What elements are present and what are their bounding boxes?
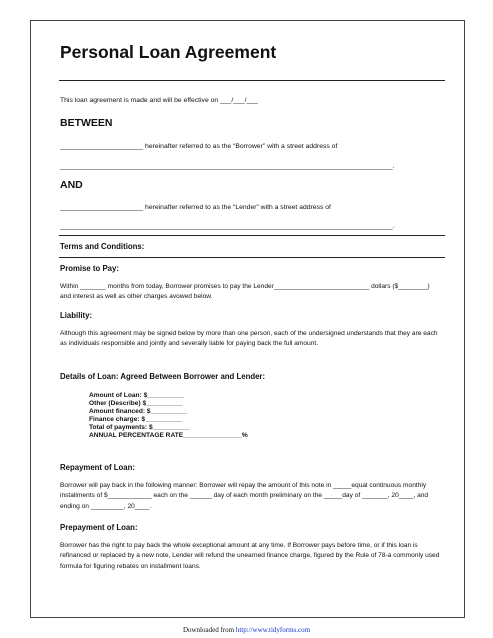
- prepayment-heading: Prepayment of Loan:: [60, 523, 138, 532]
- footer-prefix: Downloaded from: [182, 626, 235, 634]
- liability-text: Although this agreement may be signed below by more than one person, each of the undersigned understands that they are each as individuals responsible and jointly and severally liable for paying back the full amount.: [60, 330, 438, 348]
- loan-detail-financed: Amount financed: $__________: [89, 408, 188, 416]
- repayment-text: Borrower will pay back in the following manner: Borrower will repay the amount of this note in _____equal continuous monthly installments of $____________ each on the ______ day of each month preliminary on the _____day of _______, 20____, and ending on _________, 20____.: [60, 482, 429, 510]
- intro-text: This loan agreement is made and will be effective on ___/___/___: [60, 97, 258, 104]
- lender-address-line: ________________________________________________________________________________________.: [60, 223, 395, 230]
- loan-detail-finance-charge: Finance charge: $__________: [89, 416, 182, 424]
- document-page: [30, 20, 465, 618]
- loan-detail-apr: ANNUAL PERCENTAGE RATE________________%: [89, 432, 248, 440]
- prepayment-text: Borrower has the right to pay back the whole exceptional amount at any time. If Borrower pays before time, or if this loan is refinanced or replaced by a new note, Lender will refund the unearned finance charge, figured by the Rule of 78-a commonly used formula for figuring rebates on installment loans.: [60, 542, 440, 570]
- title-divider: [59, 80, 445, 81]
- borrower-line: ______________________ hereinafter referred to as the “Borrower” with a street address of: [60, 143, 338, 150]
- borrower-address-line: ________________________________________________________________________________________.: [60, 163, 395, 170]
- document-title: Personal Loan Agreement: [60, 42, 277, 62]
- lender-line: ______________________ hereinafter referred to as the “Lender” with a street address of: [60, 204, 331, 211]
- and-heading: AND: [60, 179, 83, 191]
- between-heading: BETWEEN: [60, 117, 113, 129]
- download-footer: [0, 626, 493, 634]
- loan-detail-total: Total of payments: $__________: [89, 424, 190, 432]
- terms-heading: Terms and Conditions:: [60, 242, 145, 251]
- loan-details-list: [89, 392, 248, 441]
- loan-detail-other: Other (Describe) $__________: [89, 400, 183, 408]
- promise-heading: Promise to Pay:: [60, 264, 119, 273]
- repayment-heading: Repayment of Loan:: [60, 463, 135, 472]
- tidyforms-link[interactable]: http://www.tidyforms.com: [235, 626, 311, 634]
- promise-text: Within _______ months from today, Borrower promises to pay the Lender__________________________ dollars ($________) and interest as well as other charges avowed below.: [60, 283, 430, 301]
- section-divider: [59, 257, 445, 258]
- details-heading: Details of Loan: Agreed Between Borrower and Lender:: [60, 372, 266, 381]
- loan-detail-amount: Amount of Loan: $__________: [89, 392, 184, 399]
- section-divider: [59, 235, 445, 236]
- liability-heading: Liability:: [60, 311, 93, 320]
